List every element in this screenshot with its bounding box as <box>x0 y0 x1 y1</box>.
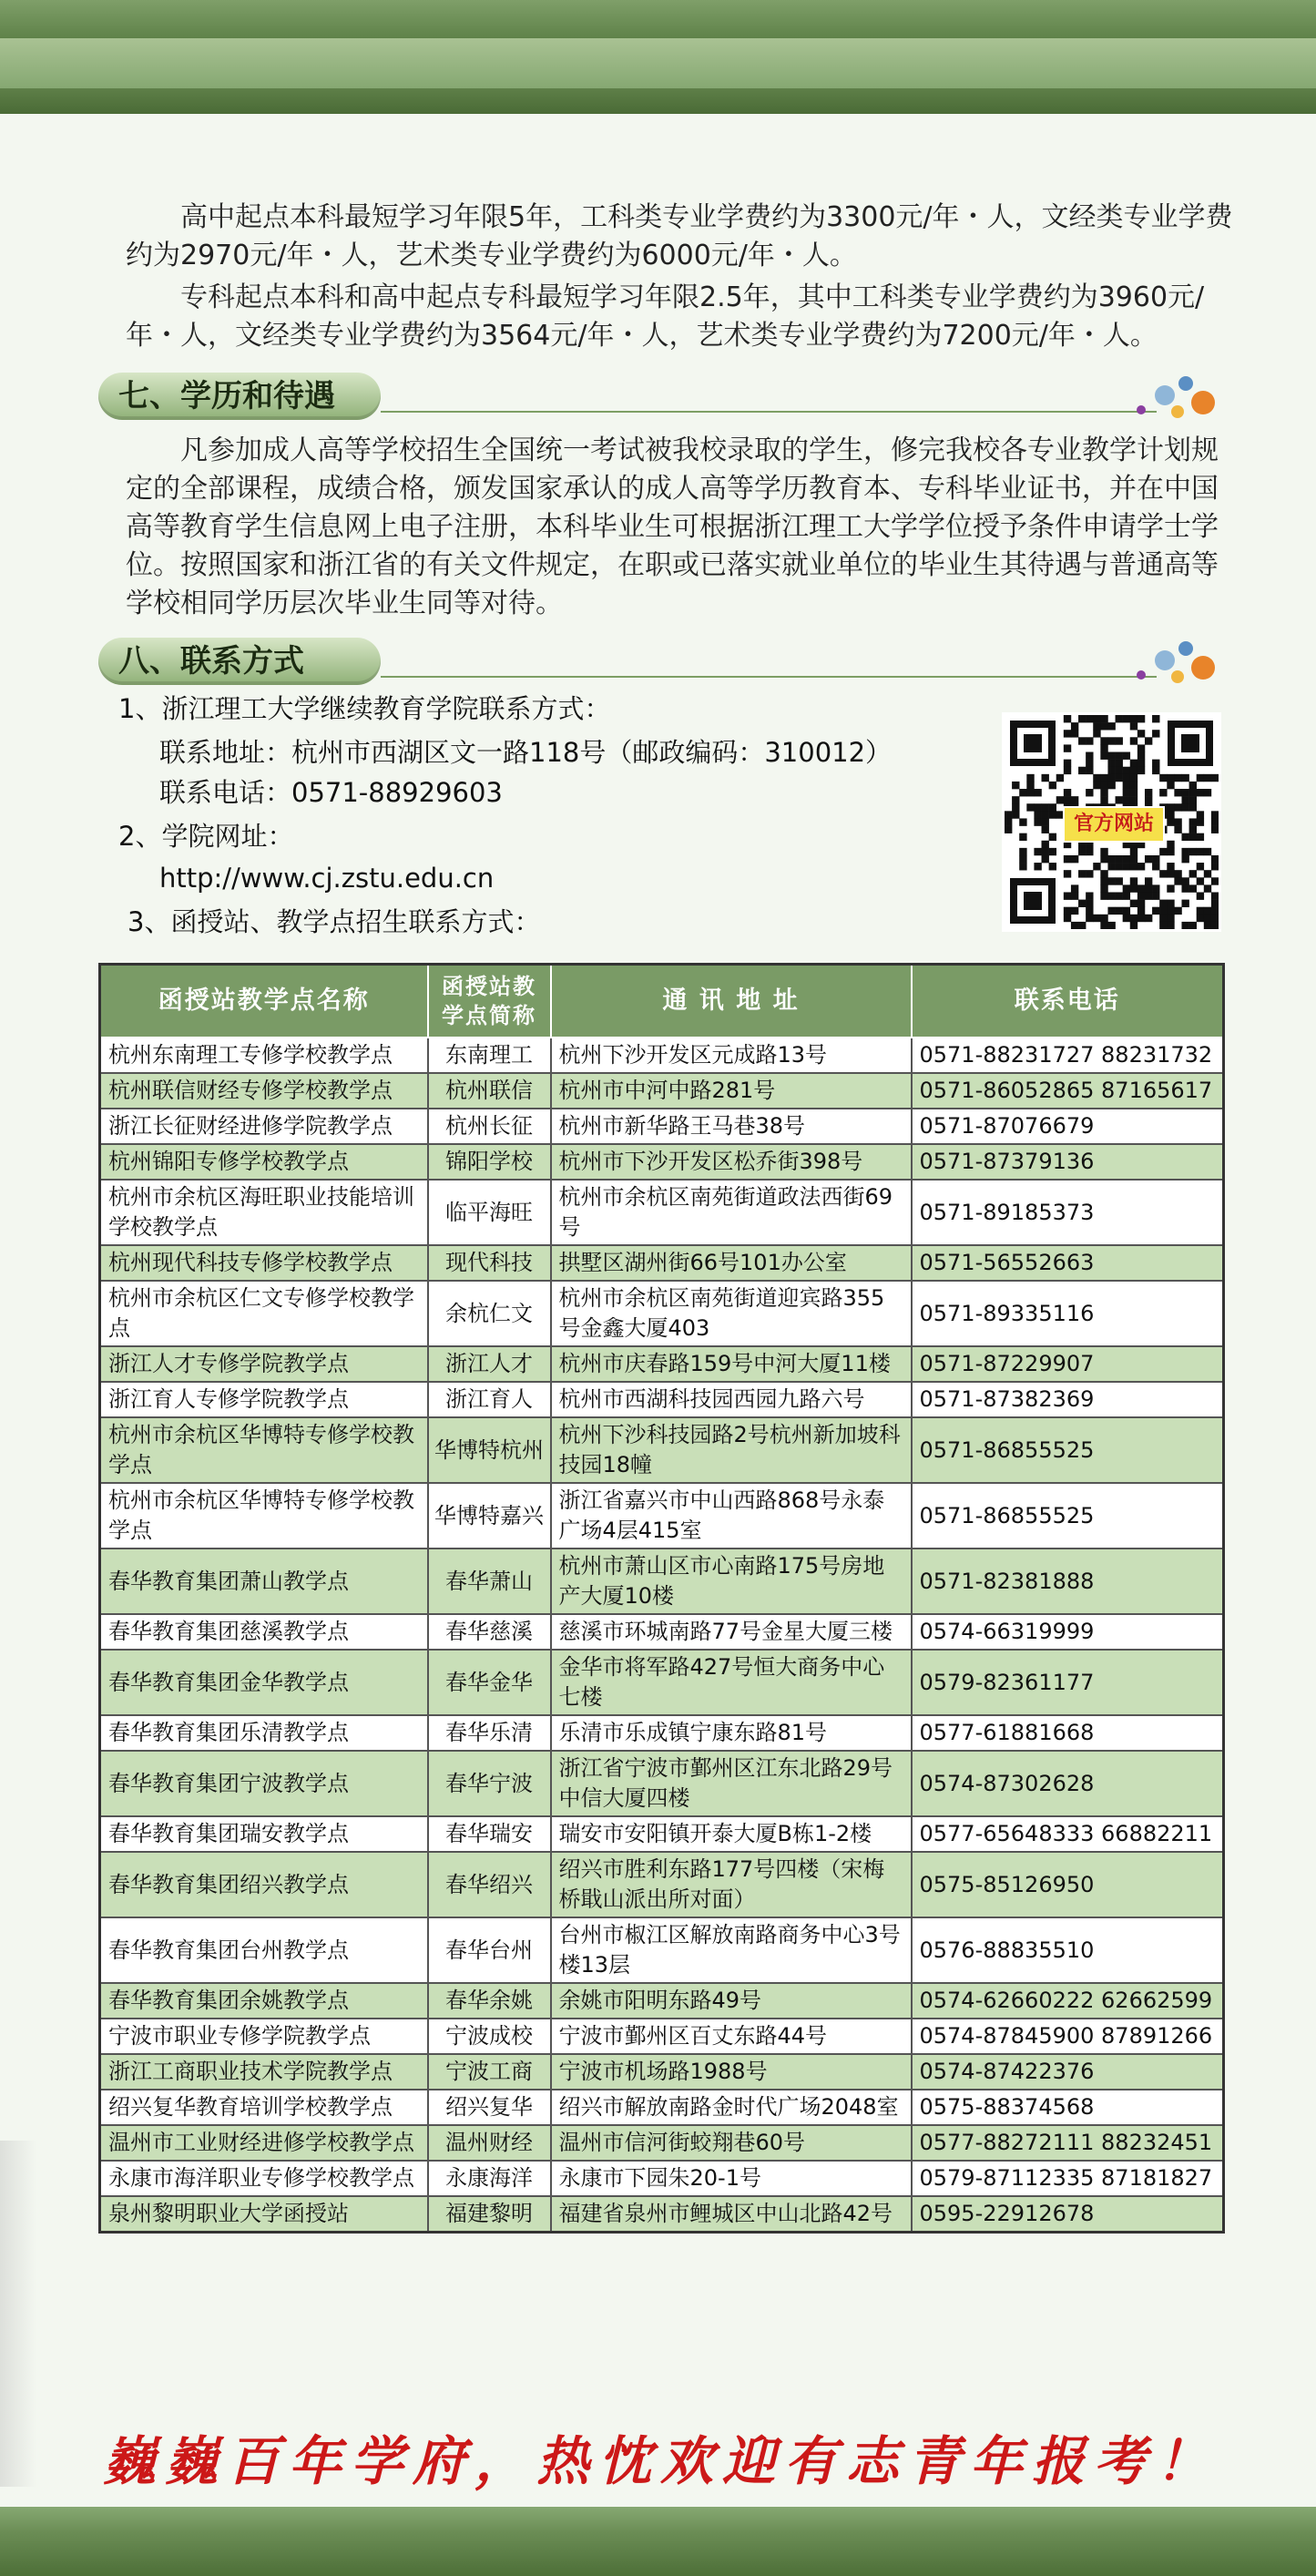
cell-station-name: 杭州市余杭区华博特专修学校教学点 <box>100 1417 428 1483</box>
top-band-light <box>0 38 1316 88</box>
cell-station-abbr: 杭州长征 <box>428 1109 551 1144</box>
cell-station-abbr: 春华乐清 <box>428 1715 551 1751</box>
cell-station-abbr: 现代科技 <box>428 1245 551 1281</box>
cell-station-name: 春华教育集团余姚教学点 <box>100 1983 428 2019</box>
cell-station-name: 春华教育集团绍兴教学点 <box>100 1852 428 1917</box>
cell-address: 杭州市余杭区南苑街道政法西街69号 <box>551 1180 912 1245</box>
cell-address: 永康市下园朱20-1号 <box>551 2161 912 2196</box>
table-row <box>100 1346 1224 1382</box>
cell-phone: 0574-87845900 87891266 <box>912 2019 1224 2054</box>
cell-phone: 0571-89185373 <box>912 1180 1224 1245</box>
contact-address: 联系地址：杭州市西湖区文一路118号（邮政编码：310012） <box>159 737 893 768</box>
cell-station-name: 温州市工业财经进修学校教学点 <box>100 2125 428 2161</box>
cell-phone: 0571-86052865 87165617 <box>912 1073 1224 1109</box>
cell-phone: 0571-86855525 <box>912 1483 1224 1549</box>
cell-station-name: 绍兴复华教育培训学校教学点 <box>100 2090 428 2125</box>
cell-phone: 0577-88272111 88232451 <box>912 2125 1224 2161</box>
cell-station-abbr: 绍兴复华 <box>428 2090 551 2125</box>
cell-station-abbr: 春华金华 <box>428 1650 551 1715</box>
table-row <box>100 1245 1224 1281</box>
intro-paragraph-2: 专科起点本科和高中起点专科最短学习年限2.5年，其中工科类专业学费约为3960元/年・人，文经类专业学费约为3564元/年・人，艺术类专业学费约为7200元/年・人。 <box>126 281 1205 352</box>
cell-address: 浙江省嘉兴市中山西路868号永泰广场4层415室 <box>551 1483 912 1549</box>
slogan: 巍巍百年学府，热忱欢迎有志青年报考！ <box>102 2430 1218 2492</box>
cell-phone: 0571-87076679 <box>912 1109 1224 1144</box>
contact-phone: 联系电话：0571-88929603 <box>159 777 503 808</box>
section-7-heading <box>98 369 1220 424</box>
cell-station-name: 春华教育集团宁波教学点 <box>100 1751 428 1816</box>
cell-address: 杭州市西湖科技园西园九路六号 <box>551 1382 912 1417</box>
cell-station-name: 杭州现代科技专修学校教学点 <box>100 1245 428 1281</box>
cell-phone: 0575-85126950 <box>912 1852 1224 1917</box>
qr-code[interactable] <box>1002 712 1221 932</box>
table-row <box>100 1751 1224 1816</box>
cell-station-abbr: 浙江育人 <box>428 1382 551 1417</box>
cell-station-abbr: 永康海洋 <box>428 2161 551 2196</box>
cell-address: 杭州市下沙开发区松乔街398号 <box>551 1144 912 1180</box>
table-row <box>100 1281 1224 1346</box>
table-row <box>100 1715 1224 1751</box>
cell-address: 杭州市余杭区南苑街道迎宾路355号金鑫大厦403 <box>551 1281 912 1346</box>
cell-address: 宁波市鄞州区百丈东路44号 <box>551 2019 912 2054</box>
cell-address: 金华市将军路427号恒大商务中心七楼 <box>551 1650 912 1715</box>
table-row <box>100 1417 1224 1483</box>
cell-station-abbr: 福建黎明 <box>428 2196 551 2233</box>
cell-address: 杭州市中河中路281号 <box>551 1073 912 1109</box>
cell-address: 台州市椒江区解放南路商务中心3号楼13层 <box>551 1917 912 1983</box>
cell-address: 杭州下沙科技园路2号杭州新加坡科技园18幢 <box>551 1417 912 1483</box>
cell-phone: 0575-88374568 <box>912 2090 1224 2125</box>
cell-phone: 0595-22912678 <box>912 2196 1224 2233</box>
cell-station-abbr: 临平海旺 <box>428 1180 551 1245</box>
cell-station-abbr: 华博特嘉兴 <box>428 1483 551 1549</box>
decor-dot-icon <box>1171 670 1184 683</box>
decor-dot-icon <box>1178 376 1193 391</box>
table-row <box>100 1650 1224 1715</box>
table-row <box>100 1144 1224 1180</box>
section-8-title: 八、联系方式 <box>98 638 381 685</box>
cell-phone: 0571-87229907 <box>912 1346 1224 1382</box>
contact-item-2-title: 2、学院网址： <box>118 821 294 852</box>
cell-station-name: 浙江工商职业技术学院教学点 <box>100 2054 428 2090</box>
stations-table <box>98 963 1225 2234</box>
cell-address: 杭州市萧山区市心南路175号房地产大厦10楼 <box>551 1549 912 1614</box>
cell-address: 浙江省宁波市鄞州区江东北路29号中信大厦四楼 <box>551 1751 912 1816</box>
table-header-row <box>100 965 1224 1038</box>
table-row <box>100 2019 1224 2054</box>
table-row <box>100 1983 1224 2019</box>
table-row <box>100 1109 1224 1144</box>
cell-address: 宁波市机场路1988号 <box>551 2054 912 2090</box>
cell-station-abbr: 春华绍兴 <box>428 1852 551 1917</box>
cell-station-name: 浙江人才专修学院教学点 <box>100 1346 428 1382</box>
cell-phone: 0577-65648333 66882211 <box>912 1816 1224 1852</box>
cell-station-abbr: 华博特杭州 <box>428 1417 551 1483</box>
cell-address: 福建省泉州市鲤城区中山北路42号 <box>551 2196 912 2233</box>
table-row <box>100 2125 1224 2161</box>
section-8-divider <box>381 676 1157 678</box>
cell-station-name: 杭州市余杭区仁文专修学校教学点 <box>100 1281 428 1346</box>
table-row <box>100 1382 1224 1417</box>
cell-station-name: 春华教育集团慈溪教学点 <box>100 1614 428 1650</box>
header-station-name: 函授站教学点名称 <box>100 965 428 1038</box>
cell-station-name: 浙江育人专修学院教学点 <box>100 1382 428 1417</box>
cell-station-name: 永康市海洋职业专修学校教学点 <box>100 2161 428 2196</box>
cell-address: 杭州市新华路王马巷38号 <box>551 1109 912 1144</box>
table-row <box>100 1038 1224 1073</box>
section-7-body: 凡参加成人高等学校招生全国统一考试被我校录取的学生，修完我校各专业教学计划规定的全部课程，成绩合格，颁发国家承认的成人高等学历教育本、专科毕业证书，并在中国高等教育学生信息网上电子注册，本科毕业生可根据浙江理工大学学位授予条件申请学士学位。按照国家和浙江省的有关文件规定，在职或已落实就业单位的毕业生其待遇与普通高等学校相同学历层次毕业生同等对待。 <box>126 434 1219 619</box>
cell-station-name: 春华教育集团台州教学点 <box>100 1917 428 1983</box>
decor-dot-icon <box>1191 656 1215 680</box>
header-phone: 联系电话 <box>912 965 1224 1038</box>
table-row <box>100 1816 1224 1852</box>
cell-station-abbr: 宁波工商 <box>428 2054 551 2090</box>
cell-address: 绍兴市胜利东路177号四楼（宋梅桥戢山派出所对面） <box>551 1852 912 1917</box>
decor-dot-icon <box>1137 405 1146 414</box>
cell-station-abbr: 春华慈溪 <box>428 1614 551 1650</box>
section-7-divider <box>381 411 1157 413</box>
contact-item-3-title: 3、函授站、教学点招生联系方式： <box>128 906 541 937</box>
cell-station-name: 宁波市职业专修学院教学点 <box>100 2019 428 2054</box>
cell-address: 拱墅区湖州街66号101办公室 <box>551 1245 912 1281</box>
cell-station-abbr: 春华瑞安 <box>428 1816 551 1852</box>
cell-station-abbr: 余杭仁文 <box>428 1281 551 1346</box>
cell-station-name: 春华教育集团乐清教学点 <box>100 1715 428 1751</box>
decor-dot-icon <box>1171 405 1184 418</box>
table-row <box>100 2054 1224 2090</box>
cell-station-abbr: 春华余姚 <box>428 1983 551 2019</box>
decor-dot-icon <box>1191 391 1215 414</box>
cell-phone: 0574-87302628 <box>912 1751 1224 1816</box>
cell-station-name: 春华教育集团萧山教学点 <box>100 1549 428 1614</box>
cell-station-abbr: 东南理工 <box>428 1038 551 1073</box>
bottom-band-light <box>0 2507 1316 2532</box>
cell-station-name: 杭州市余杭区海旺职业技能培训学校教学点 <box>100 1180 428 1245</box>
cell-phone: 0574-87422376 <box>912 2054 1224 2090</box>
table-row <box>100 1549 1224 1614</box>
bottom-band-dark <box>0 2532 1316 2576</box>
cell-phone: 0576-88835510 <box>912 1917 1224 1983</box>
table-row <box>100 1180 1224 1245</box>
cell-station-abbr: 春华台州 <box>428 1917 551 1983</box>
cell-address: 余姚市阳明东路49号 <box>551 1983 912 2019</box>
header-address: 通 讯 地 址 <box>551 965 912 1038</box>
top-band-dark <box>0 0 1316 38</box>
cell-address: 温州市信河街蛟翔巷60号 <box>551 2125 912 2161</box>
cell-station-name: 春华教育集团瑞安教学点 <box>100 1816 428 1852</box>
table-row <box>100 1917 1224 1983</box>
table-row <box>100 2161 1224 2196</box>
cell-address: 瑞安市安阳镇开泰大厦B栋1-2楼 <box>551 1816 912 1852</box>
cell-phone: 0579-82361177 <box>912 1650 1224 1715</box>
table-row <box>100 1852 1224 1917</box>
top-band-stripe <box>0 88 1316 114</box>
cell-station-name: 杭州锦阳专修学校教学点 <box>100 1144 428 1180</box>
table-row <box>100 2196 1224 2233</box>
cell-phone: 0571-56552663 <box>912 1245 1224 1281</box>
table-row <box>100 2090 1224 2125</box>
cell-phone: 0577-61881668 <box>912 1715 1224 1751</box>
section-7-title: 七、学历和待遇 <box>98 373 381 420</box>
header-station-abbr: 函授站教学点简称 <box>428 965 551 1038</box>
cell-address: 乐清市乐成镇宁康东路81号 <box>551 1715 912 1751</box>
cell-station-abbr: 浙江人才 <box>428 1346 551 1382</box>
cell-station-name: 春华教育集团金华教学点 <box>100 1650 428 1715</box>
cell-phone: 0574-62660222 62662599 <box>912 1983 1224 2019</box>
cell-address: 杭州下沙开发区元成路13号 <box>551 1038 912 1073</box>
cell-station-name: 杭州东南理工专修学校教学点 <box>100 1038 428 1073</box>
side-decoration <box>0 2141 36 2487</box>
decor-dot-icon <box>1155 650 1175 670</box>
cell-station-name: 杭州市余杭区华博特专修学校教学点 <box>100 1483 428 1549</box>
table-row <box>100 1483 1224 1549</box>
cell-address: 绍兴市解放南路金时代广场2048室 <box>551 2090 912 2125</box>
cell-address: 杭州市庆春路159号中河大厦11楼 <box>551 1346 912 1382</box>
cell-station-abbr: 春华萧山 <box>428 1549 551 1614</box>
cell-station-name: 杭州联信财经专修学校教学点 <box>100 1073 428 1109</box>
contact-item-1-title: 1、浙江理工大学继续教育学院联系方式： <box>118 693 611 724</box>
cell-station-abbr: 杭州联信 <box>428 1073 551 1109</box>
table-row <box>100 1073 1224 1109</box>
cell-phone: 0571-82381888 <box>912 1549 1224 1614</box>
cell-station-name: 泉州黎明职业大学函授站 <box>100 2196 428 2233</box>
cell-station-abbr: 宁波成校 <box>428 2019 551 2054</box>
cell-station-abbr: 温州财经 <box>428 2125 551 2161</box>
cell-station-name: 浙江长征财经进修学院教学点 <box>100 1109 428 1144</box>
cell-phone: 0571-89335116 <box>912 1281 1224 1346</box>
decor-dot-icon <box>1137 670 1146 680</box>
cell-phone: 0571-87382369 <box>912 1382 1224 1417</box>
decor-dot-icon <box>1178 641 1193 656</box>
intro-paragraph-1: 高中起点本科最短学习年限5年，工科类专业学费约为3300元/年・人，文经类专业学费约为2970元/年・人，艺术类专业学费约为6000元/年・人。 <box>126 201 1233 271</box>
college-website-link[interactable]: http://www.cj.zstu.edu.cn <box>159 863 495 894</box>
section-8-heading <box>98 634 1220 689</box>
decor-dot-icon <box>1155 385 1175 405</box>
cell-phone: 0574-66319999 <box>912 1614 1224 1650</box>
qr-official-site-label: 官方网站 <box>1063 806 1165 843</box>
cell-phone: 0571-87379136 <box>912 1144 1224 1180</box>
cell-phone: 0571-86855525 <box>912 1417 1224 1483</box>
cell-phone: 0571-88231727 88231732 <box>912 1038 1224 1073</box>
cell-phone: 0579-87112335 87181827 <box>912 2161 1224 2196</box>
cell-station-abbr: 春华宁波 <box>428 1751 551 1816</box>
table-row <box>100 1614 1224 1650</box>
cell-address: 慈溪市环城南路77号金星大厦三楼 <box>551 1614 912 1650</box>
cell-station-abbr: 锦阳学校 <box>428 1144 551 1180</box>
